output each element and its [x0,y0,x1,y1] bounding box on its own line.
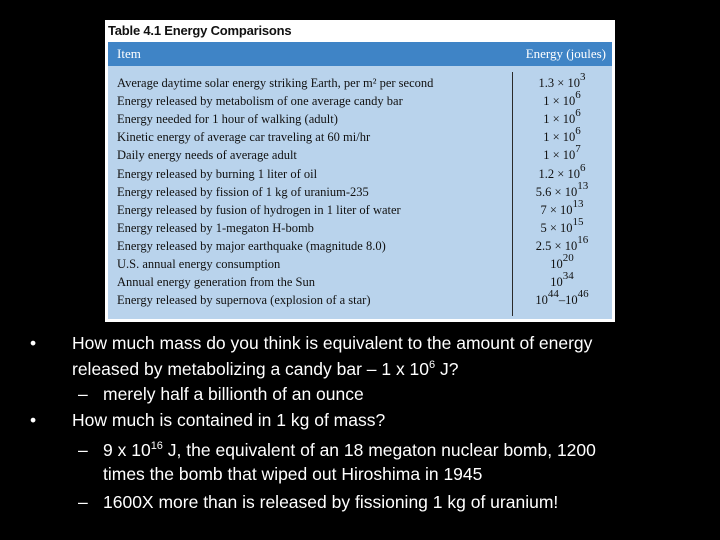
row-energy: $5.6 \times 10^{13}$ [535,179,589,199]
table-row [108,71,612,93]
row-energy: $1.2 \times 10^6$ [538,161,586,181]
header-energy: Energy (joules) [525,46,606,61]
row-energy: $10^{20}$ [550,252,574,271]
bullet-symbol: • [30,410,37,430]
table-row [108,197,612,220]
header-item: Item [117,46,141,61]
table-row [108,107,612,129]
bullet-1-line-2: released by metabolizing a candy bar – 1 x $10^6$ J? [72,359,459,379]
table-caption: Table 4.1 Energy Comparisons [108,23,292,38]
row-item: Average daytime solar energy striking Earth, per m² per second [117,76,434,90]
row-energy: $10^{34}$ [550,270,574,290]
row-energy: $2.5 \times 10^{16}$ [535,233,589,253]
row-item: Daily energy needs of average adult [117,148,297,163]
row-item: Energy released by fusion of hydrogen in 1 liter of water [117,202,401,217]
sub-bullet-1-text: merely half a billionth of an ounce [103,384,364,404]
table-row [108,233,612,256]
row-energy: $1 \times 10^6$ [543,89,581,109]
row-item: Kinetic energy of average car traveling at 60 mi/hr [117,130,371,145]
row-item: Energy released by 1-megaton H-bomb [117,220,314,235]
table-header [108,42,612,66]
row-energy: $1 \times 10^6$ [543,125,581,145]
row-item: Energy released by burning 1 liter of oil [117,166,318,181]
row-item: Energy released by major earthquake (magnitude 8.0) [117,238,386,253]
table-row [108,270,612,292]
table-row [108,143,612,165]
sub-bullet-2-line-2: times the bomb that wiped out Hiroshima in 1945 [103,464,483,484]
row-item: Energy released by metabolism of one average candy bar [117,94,403,109]
sub-bullet-3-text: 1600X more than is released by fissioning 1 kg of uranium! [103,492,559,512]
energy-table [108,42,612,319]
table-row [108,252,612,274]
row-energy: $5 \times 10^{15}$ [540,215,584,235]
sub-bullet-dash: – [78,440,88,460]
table-row [108,161,612,184]
table-row [108,179,612,202]
bullet-symbol: • [30,333,37,353]
row-item: Annual energy generation from the Sun [117,275,315,290]
row-item: U.S. annual energy consumption [117,257,281,271]
bullet-2-text: How much is contained in 1 kg of mass? [72,410,386,430]
row-energy: $1 \times 10^7$ [543,143,581,163]
sub-bullet-2-line-1: 9 x $10^{16}$ J, the equivalent of an 18 megaton nuclear bomb, 1200 [103,440,596,460]
table-row [108,125,612,147]
table-row [108,215,612,238]
row-item: Energy needed for 1 hour of walking (adult) [117,112,338,127]
bullet-1-line-1: How much mass do you think is equivalent to the amount of energy [72,333,593,353]
row-energy: $7 \times 10^{13}$ [540,197,584,217]
row-energy: $1.3 \times 10^3$ [538,71,586,90]
table-row [108,288,612,310]
sub-bullet-dash: – [78,384,88,404]
row-item: Energy released by fission of 1 kg of uranium-235 [117,184,369,199]
table-row [108,89,612,111]
row-energy: $1 \times 10^6$ [543,107,581,127]
row-energy: $10^{44}-10^{46}$ [535,288,589,308]
sub-bullet-dash: – [78,492,88,512]
energy-table-figure [105,20,615,322]
row-item: Energy released by supernova (explosion of a star) [117,293,371,308]
